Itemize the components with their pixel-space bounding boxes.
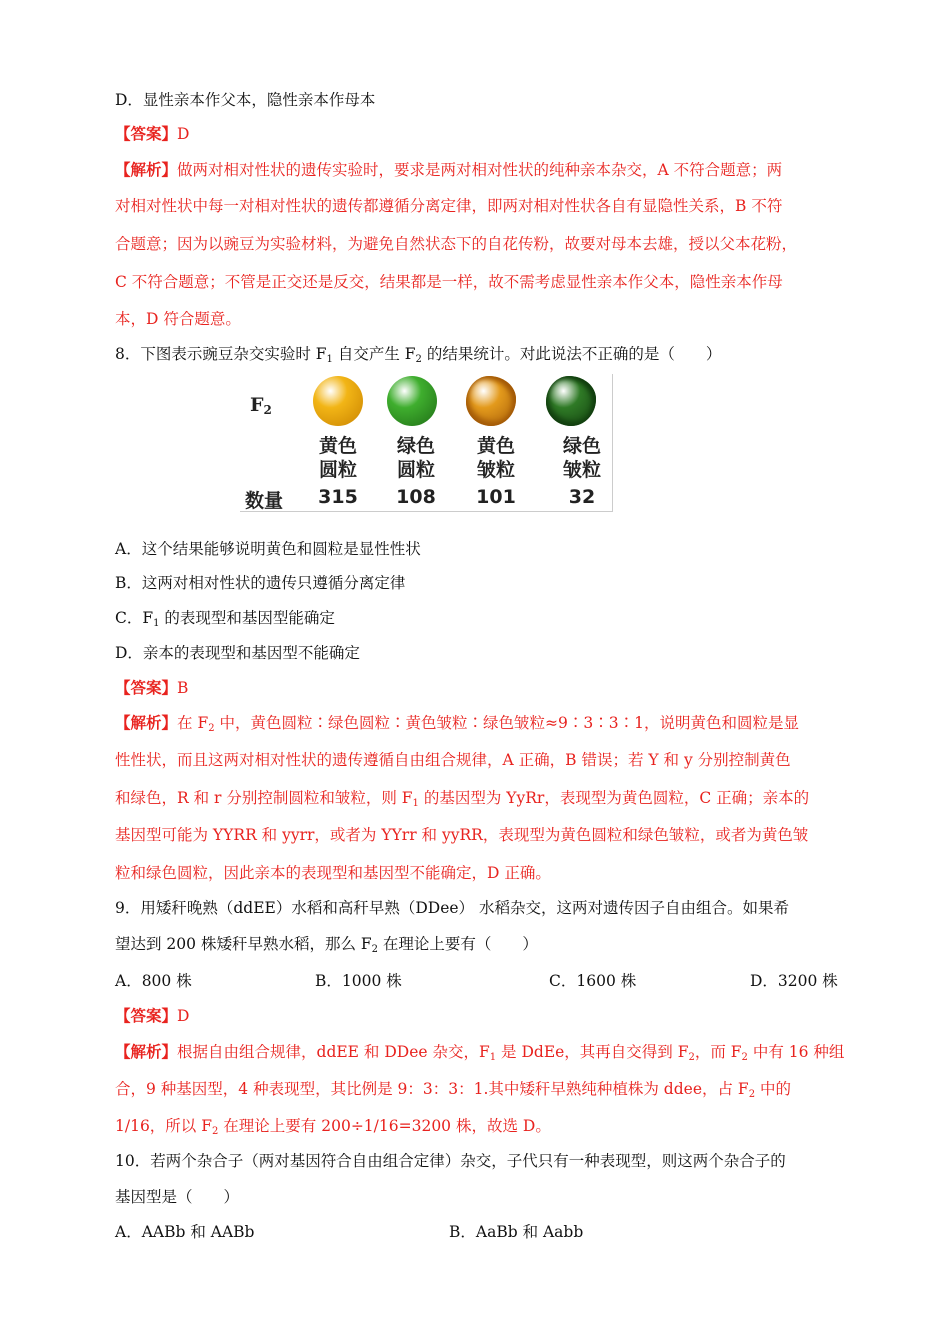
q9-analysis-line-2: 合，9 种基因型，4 种表现型，其比例是 9：3：3：1.其中矮秆早熟纯种植株为 ddee，占 $F_2$ 中的 — [115, 1080, 791, 1100]
pea-count-3: 101 — [476, 486, 516, 508]
pea-count-1: 315 — [318, 486, 358, 508]
q10-stem-line-2: 基因型是（ ） — [115, 1188, 240, 1206]
pea-count-4: 32 — [568, 486, 596, 508]
q9-option-a: A．800 株 — [115, 972, 192, 990]
q10-option-a: A．AABb 和 AABb — [115, 1223, 255, 1241]
q9-stem-line-2: 望达到 200 株矮秆早熟水稻，那么 $F_2$ 在理论上要有（ ） — [115, 935, 538, 955]
q7-analysis-line-4: C 不符合题意；不管是正交还是反交，结果都是一样，故不需考虑显性亲本作父本，隐性亲本作母 — [115, 273, 783, 291]
pea-label-3: 黄色 皱粒 — [476, 435, 515, 481]
q9-analysis-line-3: 1/16，所以 $F_2$ 在理论上要有 200÷1/16=3200 株，故选 D。 — [115, 1117, 551, 1137]
count-label: 数量 — [245, 490, 284, 512]
q7-analysis-line-3: 合题意；因为以豌豆为实验材料，为避免自然状态下的自花传粉，故要对母本去雄，授以父本花粉， — [115, 235, 798, 253]
figure-generation-label: $F_2$ — [250, 394, 272, 417]
q7-analysis-line-2: 对相对性状中每一对相对性状的遗传都遵循分离定律，即两对相对性状各自有显隐性关系，B 不符 — [115, 197, 783, 215]
q7-analysis-line-5: 本，D 符合题意。 — [115, 310, 241, 328]
pea-count-2: 108 — [396, 486, 436, 508]
q8-analysis-line-1: 【解析】在 $F_2$ 中，黄色圆粒∶绿色圆粒∶黄色皱粒∶绿色皱粒≈9∶3∶3∶1，说明黄色和圆粒是显 — [115, 713, 799, 734]
q9-option-d: D．3200 株 — [750, 972, 838, 990]
pea-label-2: 绿色 圆粒 — [396, 435, 435, 481]
q7-answer — [115, 124, 189, 144]
q8-option-a: A．这个结果能够说明黄色和圆粒是显性性状 — [115, 540, 421, 558]
q8-analysis-line-3: 和绿色，R 和 r 分别控制圆粒和皱粒，则 $F_1$ 的基因型为 YyRr，表现型为黄色圆粒，C 正确；亲本的 — [115, 789, 810, 809]
q7-analysis-line-1: 【解析】做两对相对性状的遗传实验时，要求是两对相对性状的纯种亲本杂交，A 不符合题意；两 — [115, 160, 783, 179]
analysis-tag: 【解析】 — [115, 160, 178, 179]
q9-analysis-line-1: 【解析】根据自由组合规律，ddEE 和 DDee 杂交，$F_1$ 是 DdEe，其再自交得到 $F_2$，而 $F_2$ 中有 16 种组 — [115, 1042, 845, 1063]
q9-option-b: B．1000 株 — [315, 972, 402, 990]
pea-label-1: 黄色 圆粒 — [318, 435, 357, 481]
q10-option-b: B．AaBb 和 Aabb — [449, 1223, 584, 1241]
yellow-wrinkled-pea-icon — [466, 376, 516, 426]
q8-option-c: C．$F_1$ 的表现型和基因型能确定 — [115, 609, 335, 629]
q8-analysis-line-4: 基因型可能为 YYRR 和 yyrr，或者为 YYrr 和 yyRR，表现型为黄色圆粒和绿色皱粒，或者为黄色皱 — [115, 826, 809, 844]
q8-analysis-line-2: 性性状，而且这两对相对性状的遗传遵循自由组合规律，A 正确，B 错误；若 Y 和 y 分别控制黄色 — [115, 751, 791, 769]
yellow-round-pea-icon — [313, 376, 363, 426]
q10-stem-line-1: 10．若两个杂合子（两对基因符合自由组合定律）杂交，子代只有一种表现型，则这两个杂合子的 — [115, 1152, 786, 1170]
q9-answer: 【答案】D — [115, 1006, 190, 1025]
pea-f2-figure — [240, 374, 613, 512]
q7-option-d: D．显性亲本作父本，隐性亲本作母本 — [115, 91, 376, 109]
green-round-pea-icon — [387, 376, 437, 426]
q9-stem-line-1: 9．用矮秆晚熟（ddEE）水稻和高秆早熟（DDee） 水稻杂交，这两对遗传因子自由组合。如果希 — [115, 899, 789, 917]
q8-stem: 8．下图表示豌豆杂交实验时 $F_1$ 自交产生 $F_2$ 的结果统计。对此说法不正确的是（ ） — [115, 345, 722, 365]
q8-analysis-line-5: 粒和绿色圆粒，因此亲本的表现型和基因型不能确定，D 正确。 — [115, 864, 551, 882]
q8-option-d: D．亲本的表现型和基因型不能确定 — [115, 644, 360, 662]
q9-option-c: C．1600 株 — [549, 972, 637, 990]
q8-answer: 【答案】B — [115, 678, 189, 697]
pea-label-4: 绿色 皱粒 — [562, 435, 601, 481]
answer-tag: 【答案】 — [115, 124, 178, 143]
green-wrinkled-pea-icon — [546, 376, 596, 426]
q8-option-b: B．这两对相对性状的遗传只遵循分离定律 — [115, 574, 406, 592]
answer-value: D — [177, 125, 190, 143]
